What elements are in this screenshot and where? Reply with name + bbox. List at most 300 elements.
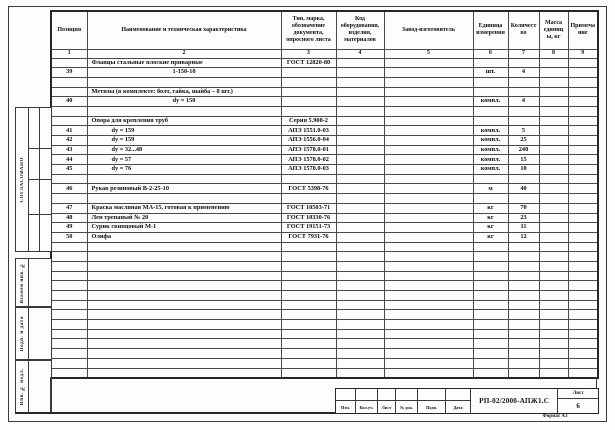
note-cell <box>568 174 598 184</box>
qty-cell <box>508 174 539 184</box>
podpis-label-cell <box>16 308 29 359</box>
name-cell: 1-150-10 <box>87 68 281 78</box>
podpis-label: Подп. и дата <box>19 315 25 352</box>
table-row <box>51 329 598 339</box>
pos-cell <box>51 368 87 378</box>
type-cell <box>281 271 336 281</box>
name-cell <box>87 77 281 87</box>
factory-cell <box>384 261 473 271</box>
code-cell <box>336 358 384 368</box>
code-cell <box>336 165 384 175</box>
code-cell <box>336 242 384 252</box>
unit-cell: компл. <box>473 165 508 175</box>
unit-cell <box>473 261 508 271</box>
note-cell <box>568 281 598 291</box>
pos-cell <box>51 58 87 68</box>
name-cell <box>87 349 281 359</box>
note-cell <box>568 126 598 136</box>
code-cell <box>336 368 384 378</box>
note-cell <box>568 329 598 339</box>
note-cell <box>568 271 598 281</box>
unit-cell <box>473 339 508 349</box>
table-row <box>51 291 598 301</box>
code-cell <box>336 232 384 242</box>
type-cell <box>281 242 336 252</box>
mass-cell <box>539 77 568 87</box>
unit-cell: кг <box>473 203 508 213</box>
table-row <box>51 145 598 155</box>
name-cell: Рукав резиновый В-2-25-10 <box>87 184 281 194</box>
pos-cell <box>51 87 87 97</box>
factory-cell <box>384 232 473 242</box>
inv-label-cell <box>16 361 29 413</box>
mass-cell <box>539 252 568 262</box>
unit-cell <box>473 349 508 359</box>
unit-cell <box>473 320 508 330</box>
code-cell <box>336 106 384 116</box>
mass-cell <box>539 126 568 136</box>
code-cell <box>336 126 384 136</box>
qty-cell: 25 <box>508 136 539 146</box>
pos-cell <box>51 194 87 204</box>
mass-cell <box>539 300 568 310</box>
note-cell <box>568 261 598 271</box>
note-cell <box>568 349 598 359</box>
name-cell <box>87 329 281 339</box>
table-row <box>51 77 598 87</box>
code-cell <box>336 87 384 97</box>
type-cell <box>281 349 336 359</box>
factory-cell <box>384 271 473 281</box>
note-cell <box>568 203 598 213</box>
unit-cell: компл. <box>473 145 508 155</box>
factory-cell <box>384 145 473 155</box>
factory-cell <box>384 58 473 68</box>
qty-cell: 15 <box>508 155 539 165</box>
code-cell <box>336 145 384 155</box>
name-cell <box>87 261 281 271</box>
name-cell: Краска масляная МА-15, готовая к применению <box>87 203 281 213</box>
factory-cell <box>384 310 473 320</box>
mass-cell <box>539 58 568 68</box>
mass-cell <box>539 136 568 146</box>
unit-cell <box>473 252 508 262</box>
type-cell <box>281 291 336 301</box>
code-cell <box>336 349 384 359</box>
col-header-code: Код оборудования, изделия, материалов <box>336 11 384 49</box>
factory-cell <box>384 368 473 378</box>
format-note: Формат А3 <box>542 414 568 419</box>
unit-cell <box>473 58 508 68</box>
col-header-pos: Позиция <box>51 11 87 49</box>
mass-cell <box>539 329 568 339</box>
pos-cell: 45 <box>51 165 87 175</box>
sidebar-approved-box <box>15 107 52 252</box>
approved-divider <box>28 214 51 215</box>
type-cell <box>281 358 336 368</box>
col-number-name: 2 <box>87 49 281 58</box>
name-cell: Сурик свинцовый М-1 <box>87 223 281 233</box>
col-number-factory: 5 <box>384 49 473 58</box>
factory-cell <box>384 320 473 330</box>
pos-cell <box>51 242 87 252</box>
code-cell <box>336 252 384 262</box>
table-row <box>51 213 598 223</box>
name-cell <box>87 271 281 281</box>
note-cell <box>568 339 598 349</box>
note-cell <box>568 145 598 155</box>
mass-cell <box>539 203 568 213</box>
qty-cell <box>508 252 539 262</box>
unit-cell: компл. <box>473 97 508 107</box>
unit-cell: кг <box>473 213 508 223</box>
sidebar-vzamen-box <box>15 258 52 307</box>
col-header-note: Примечание <box>568 11 598 49</box>
note-cell <box>568 194 598 204</box>
factory-cell <box>384 68 473 78</box>
factory-cell <box>384 155 473 165</box>
vzamen-label-cell <box>16 259 29 306</box>
note-cell <box>568 87 598 97</box>
pos-cell: 48 <box>51 213 87 223</box>
pos-cell: 39 <box>51 68 87 78</box>
code-cell <box>336 329 384 339</box>
note-cell <box>568 184 598 194</box>
type-cell <box>281 329 336 339</box>
type-cell <box>281 368 336 378</box>
factory-cell <box>384 116 473 126</box>
pos-cell <box>51 77 87 87</box>
name-cell: Метизы (в комплекте: болт, гайка, шайба – 8 шт.) <box>87 87 281 97</box>
code-cell <box>336 116 384 126</box>
type-cell <box>281 261 336 271</box>
name-cell <box>87 252 281 262</box>
qty-cell: 23 <box>508 213 539 223</box>
pos-cell: 50 <box>51 232 87 242</box>
unit-cell: м <box>473 184 508 194</box>
code-cell <box>336 184 384 194</box>
sheet-label: Лист <box>558 389 598 399</box>
qty-cell <box>508 291 539 301</box>
note-cell <box>568 320 598 330</box>
sidebar-inv-box <box>15 360 52 414</box>
mass-cell <box>539 194 568 204</box>
mass-cell <box>539 213 568 223</box>
pos-cell: 49 <box>51 223 87 233</box>
mass-cell <box>539 174 568 184</box>
note-cell <box>568 291 598 301</box>
type-cell: АПЭ 1551.0-03 <box>281 126 336 136</box>
table-row <box>51 155 598 165</box>
qty-cell <box>508 242 539 252</box>
factory-cell <box>384 165 473 175</box>
pos-cell <box>51 106 87 116</box>
name-cell: Лен трепаный № 20 <box>87 213 281 223</box>
qty-cell <box>508 310 539 320</box>
pos-cell <box>51 310 87 320</box>
col-header-qty: Количество <box>508 11 539 49</box>
mass-cell <box>539 368 568 378</box>
code-cell <box>336 203 384 213</box>
name-cell <box>87 320 281 330</box>
name-cell: dу = 57 <box>87 155 281 165</box>
table-row <box>51 106 598 116</box>
approved-divider <box>28 179 51 180</box>
unit-cell <box>473 194 508 204</box>
name-cell: Опора для крепления труб <box>87 116 281 126</box>
type-cell <box>281 106 336 116</box>
table-row <box>51 300 598 310</box>
qty-cell: 5 <box>508 126 539 136</box>
note-cell <box>568 97 598 107</box>
table-row <box>51 281 598 291</box>
table-row <box>51 271 598 281</box>
code-cell <box>336 291 384 301</box>
table-row <box>51 184 598 194</box>
col-header-name: Наименование и техническая характеристика <box>87 11 281 49</box>
code-cell <box>336 281 384 291</box>
pos-cell <box>51 116 87 126</box>
name-cell: dу = 159 <box>87 136 281 146</box>
pos-cell <box>51 174 87 184</box>
factory-cell <box>384 349 473 359</box>
spec-table <box>50 10 599 379</box>
unit-cell <box>473 116 508 126</box>
code-cell <box>336 300 384 310</box>
unit-cell <box>473 300 508 310</box>
note-cell <box>568 213 598 223</box>
note-cell <box>568 232 598 242</box>
unit-cell: шт. <box>473 68 508 78</box>
unit-cell <box>473 174 508 184</box>
factory-cell <box>384 281 473 291</box>
type-cell: ГОСТ 12820-80 <box>281 58 336 68</box>
revision-cell <box>418 389 446 401</box>
table-row <box>51 87 598 97</box>
code-cell <box>336 155 384 165</box>
mass-cell <box>539 339 568 349</box>
unit-cell <box>473 358 508 368</box>
note-cell <box>568 165 598 175</box>
qty-cell <box>508 368 539 378</box>
qty-cell: 70 <box>508 203 539 213</box>
col-number-mass: 8 <box>539 49 568 58</box>
revision-label-list: Лист <box>378 401 396 413</box>
factory-cell <box>384 358 473 368</box>
note-cell <box>568 136 598 146</box>
code-cell <box>336 261 384 271</box>
table-row <box>51 261 598 271</box>
table-row <box>51 203 598 213</box>
factory-cell <box>384 213 473 223</box>
type-cell: АПЭ 1578.0-01 <box>281 145 336 155</box>
type-cell: АПЭ 1578.0-03 <box>281 165 336 175</box>
inv-label: Инв. № подл. <box>19 368 25 406</box>
title-block <box>335 388 599 414</box>
qty-cell: 10 <box>508 165 539 175</box>
approved-label: СОГЛАСОВАНО <box>19 156 25 203</box>
qty-cell <box>508 300 539 310</box>
qty-cell <box>508 77 539 87</box>
pos-cell <box>51 291 87 301</box>
table-row <box>51 136 598 146</box>
name-cell <box>87 300 281 310</box>
table-row <box>51 320 598 330</box>
note-cell <box>568 242 598 252</box>
mass-cell <box>539 184 568 194</box>
name-cell <box>87 368 281 378</box>
type-cell <box>281 68 336 78</box>
code-cell <box>336 320 384 330</box>
revision-grid <box>336 389 471 413</box>
factory-cell <box>384 106 473 116</box>
qty-cell <box>508 87 539 97</box>
unit-cell <box>473 106 508 116</box>
type-cell: ГОСТ 10330-76 <box>281 213 336 223</box>
sheet-number: 6 <box>576 402 580 410</box>
note-cell <box>568 155 598 165</box>
factory-cell <box>384 329 473 339</box>
table-row <box>51 358 598 368</box>
name-cell: dу = 32...48 <box>87 145 281 155</box>
col-header-type: Тип, марка, обозначение документа, опросного листа <box>281 11 336 49</box>
factory-cell <box>384 300 473 310</box>
pos-cell <box>51 300 87 310</box>
left-rule <box>50 377 51 412</box>
pos-cell <box>51 252 87 262</box>
qty-cell: 11 <box>508 223 539 233</box>
mass-cell <box>539 68 568 78</box>
revision-cell <box>378 389 396 401</box>
pos-cell <box>51 339 87 349</box>
code-cell <box>336 77 384 87</box>
name-cell: dу = 150 <box>87 97 281 107</box>
pos-cell <box>51 349 87 359</box>
type-cell <box>281 320 336 330</box>
qty-cell: 40 <box>508 184 539 194</box>
note-cell <box>568 68 598 78</box>
doc-number: РП-02/2000-АПЖ1.С <box>471 389 558 413</box>
table-row <box>51 368 598 378</box>
table-row <box>51 174 598 184</box>
col-number-qty: 7 <box>508 49 539 58</box>
factory-cell <box>384 174 473 184</box>
table-row <box>51 116 598 126</box>
unit-cell <box>473 291 508 301</box>
unit-cell: компл. <box>473 155 508 165</box>
code-cell <box>336 339 384 349</box>
name-cell: Фланцы стальные плоские приварные <box>87 58 281 68</box>
table-row <box>51 97 598 107</box>
mass-cell <box>539 281 568 291</box>
pos-cell: 42 <box>51 136 87 146</box>
factory-cell <box>384 203 473 213</box>
type-cell <box>281 281 336 291</box>
pos-cell <box>51 320 87 330</box>
table-row <box>51 310 598 320</box>
col-number-code: 4 <box>336 49 384 58</box>
type-cell <box>281 339 336 349</box>
qty-cell <box>508 271 539 281</box>
name-cell <box>87 174 281 184</box>
revision-cell <box>336 389 356 401</box>
unit-cell <box>473 368 508 378</box>
type-cell: АПЭ 1578.0-02 <box>281 155 336 165</box>
col-number-type: 3 <box>281 49 336 58</box>
pos-cell: 43 <box>51 145 87 155</box>
unit-cell: компл. <box>473 126 508 136</box>
factory-cell <box>384 97 473 107</box>
col-header-factory: Завод-изготовитель <box>384 11 473 49</box>
table-row <box>51 58 598 68</box>
revision-cell <box>396 389 418 401</box>
revision-label-izm: Изм. <box>336 401 356 413</box>
approved-divider <box>28 148 51 149</box>
table-row <box>51 194 598 204</box>
mass-cell <box>539 320 568 330</box>
table-row <box>51 232 598 242</box>
table-row <box>51 252 598 262</box>
factory-cell <box>384 339 473 349</box>
qty-cell <box>508 320 539 330</box>
type-cell <box>281 252 336 262</box>
pos-cell <box>51 281 87 291</box>
name-cell <box>87 194 281 204</box>
name-cell: dу = 76 <box>87 165 281 175</box>
type-cell <box>281 87 336 97</box>
factory-cell <box>384 223 473 233</box>
unit-cell <box>473 329 508 339</box>
table-row <box>51 165 598 175</box>
note-cell <box>568 368 598 378</box>
factory-cell <box>384 194 473 204</box>
note-cell <box>568 58 598 68</box>
unit-cell <box>473 271 508 281</box>
note-cell <box>568 106 598 116</box>
factory-cell <box>384 252 473 262</box>
unit-cell: кг <box>473 232 508 242</box>
mass-cell <box>539 145 568 155</box>
mass-cell <box>539 155 568 165</box>
qty-cell: 12 <box>508 232 539 242</box>
mass-cell <box>539 349 568 359</box>
note-cell <box>568 223 598 233</box>
qty-cell: 4 <box>508 68 539 78</box>
unit-cell <box>473 87 508 97</box>
code-cell <box>336 68 384 78</box>
mass-cell <box>539 242 568 252</box>
factory-cell <box>384 77 473 87</box>
pos-cell <box>51 261 87 271</box>
qty-cell <box>508 106 539 116</box>
revision-cell <box>356 389 378 401</box>
code-cell <box>336 223 384 233</box>
note-cell <box>568 310 598 320</box>
code-cell <box>336 310 384 320</box>
factory-cell <box>384 87 473 97</box>
mass-cell <box>539 106 568 116</box>
unit-cell: кг <box>473 223 508 233</box>
name-cell: dу = 159 <box>87 126 281 136</box>
revision-cell <box>446 389 471 401</box>
qty-cell <box>508 281 539 291</box>
code-cell <box>336 174 384 184</box>
type-cell <box>281 310 336 320</box>
table-row <box>51 223 598 233</box>
pos-cell: 44 <box>51 155 87 165</box>
note-cell <box>568 358 598 368</box>
name-cell: Олифа <box>87 232 281 242</box>
